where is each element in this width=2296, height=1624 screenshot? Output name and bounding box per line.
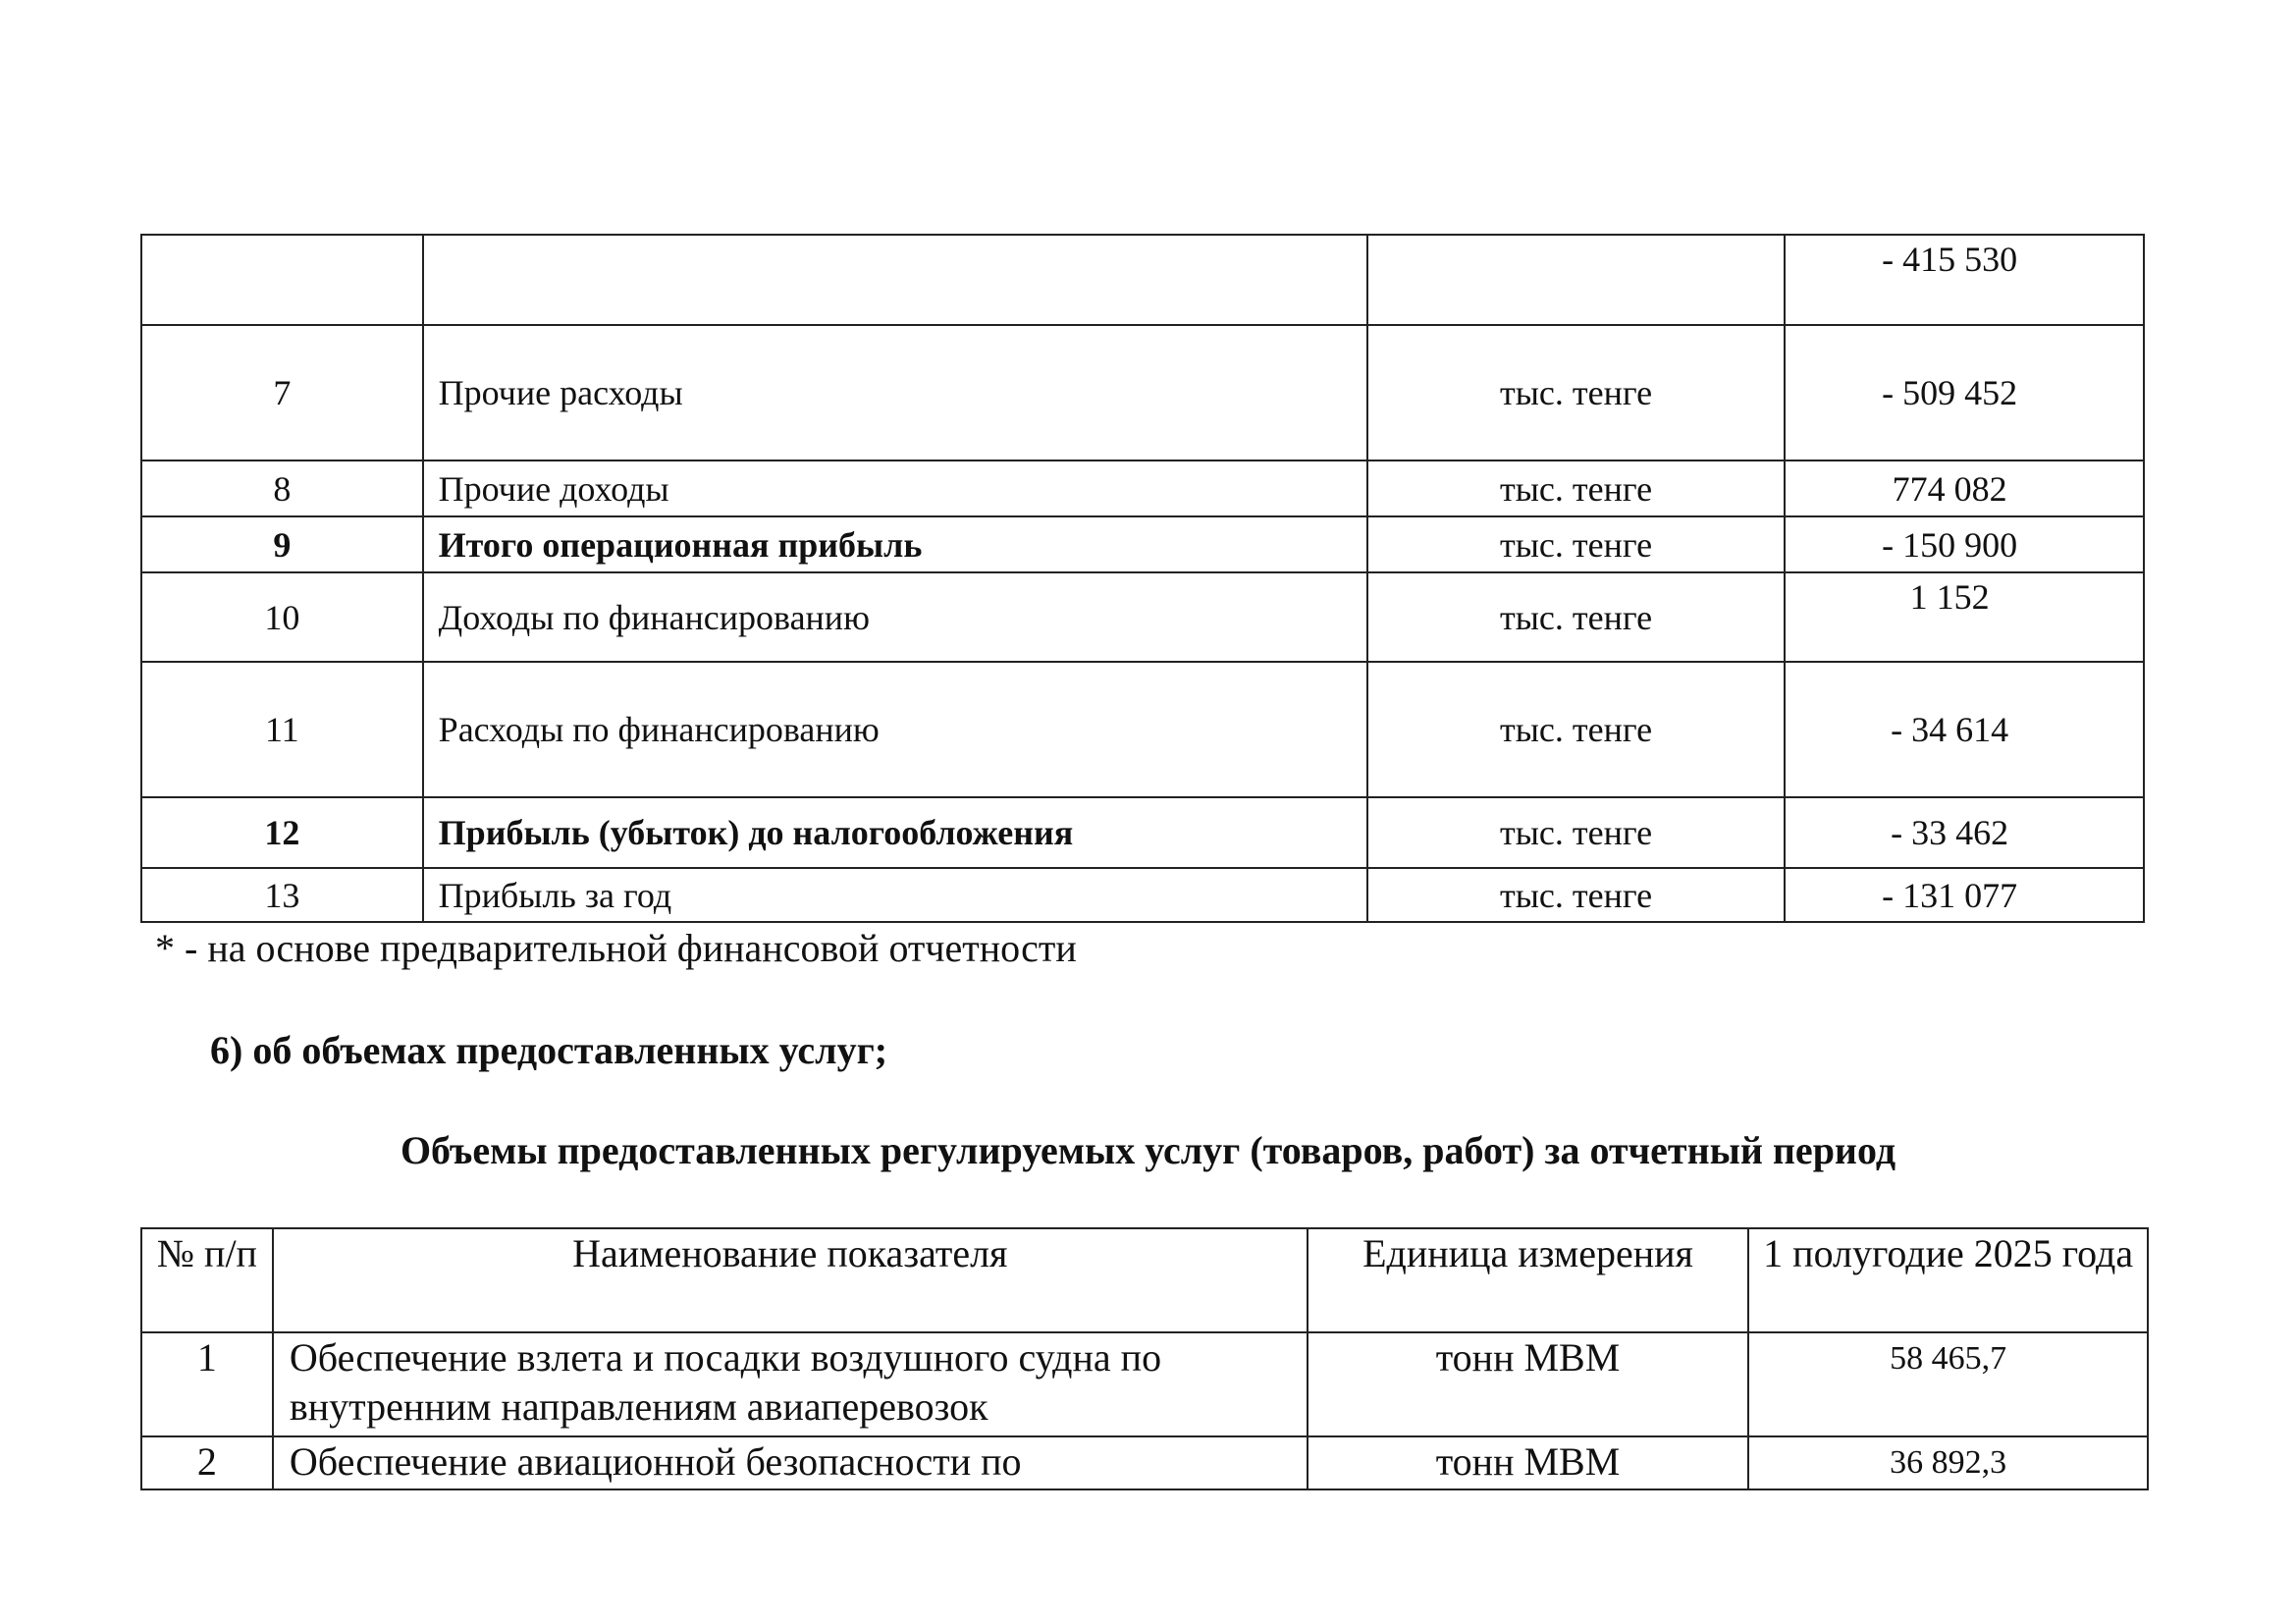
- row-unit: тыс. тенге: [1367, 572, 1786, 662]
- footnote: * - на основе предварительной финансовой отчетности: [155, 926, 1077, 970]
- row-value: - 150 900: [1785, 516, 2144, 572]
- row-value: 774 082: [1785, 460, 2144, 516]
- row-value: - 33 462: [1785, 797, 2144, 868]
- row-name: Расходы по финансированию: [423, 662, 1367, 797]
- table-row: [141, 516, 2144, 572]
- row-number: 13: [141, 868, 423, 922]
- row-value: - 131 077: [1785, 868, 2144, 922]
- table-row: [141, 797, 2144, 868]
- row-value: - 415 530: [1785, 235, 2144, 325]
- table-row: [141, 325, 2144, 460]
- financial-results-table: [140, 234, 2145, 923]
- row-name: [423, 235, 1367, 325]
- table-row: [141, 572, 2144, 662]
- section-heading: 6) об объемах предоставленных услуг;: [210, 1028, 888, 1072]
- row-value: 58 465,7: [1748, 1332, 2148, 1436]
- row-value: 36 892,3: [1748, 1436, 2148, 1489]
- row-name: Прибыль за год: [423, 868, 1367, 922]
- header-period: 1 полугодие 2025 года: [1748, 1228, 2148, 1332]
- header-unit: Единица измерения: [1308, 1228, 1749, 1332]
- row-unit: тонн МВМ: [1308, 1436, 1749, 1489]
- table-header-row: [141, 1228, 2148, 1332]
- row-number: [141, 235, 423, 325]
- row-name: Прочие доходы: [423, 460, 1367, 516]
- row-unit: тыс. тенге: [1367, 797, 1786, 868]
- service-volumes-table: [140, 1227, 2149, 1490]
- row-number: 8: [141, 460, 423, 516]
- row-name: Обеспечение авиационной безопасности по: [273, 1436, 1308, 1489]
- row-value: - 34 614: [1785, 662, 2144, 797]
- row-number: 11: [141, 662, 423, 797]
- row-unit: тыс. тенге: [1367, 516, 1786, 572]
- row-name: Обеспечение взлета и посадки воздушного судна по внутренним направлениям авиаперевозок: [273, 1332, 1308, 1436]
- row-unit: [1367, 235, 1786, 325]
- table-row: [141, 662, 2144, 797]
- row-value: - 509 452: [1785, 325, 2144, 460]
- table-title: Объемы предоставленных регулируемых услуг (товаров, работ) за отчетный период: [400, 1128, 1896, 1172]
- row-number: 1: [141, 1332, 273, 1436]
- row-unit: тыс. тенге: [1367, 868, 1786, 922]
- row-name: Прочие расходы: [423, 325, 1367, 460]
- row-name: Итого операционная прибыль: [423, 516, 1367, 572]
- table-row: [141, 1436, 2148, 1489]
- header-name: Наименование показателя: [273, 1228, 1308, 1332]
- row-unit: тонн МВМ: [1308, 1332, 1749, 1436]
- row-unit: тыс. тенге: [1367, 662, 1786, 797]
- header-number: № п/п: [141, 1228, 273, 1332]
- table-row: [141, 460, 2144, 516]
- row-number: 2: [141, 1436, 273, 1489]
- row-number: 10: [141, 572, 423, 662]
- row-name: Прибыль (убыток) до налогообложения: [423, 797, 1367, 868]
- row-value: 1 152: [1785, 572, 2144, 662]
- row-number: 7: [141, 325, 423, 460]
- table-row: [141, 235, 2144, 325]
- table-row: [141, 1332, 2148, 1436]
- table-row: [141, 868, 2144, 922]
- row-name: Доходы по финансированию: [423, 572, 1367, 662]
- row-number: 9: [141, 516, 423, 572]
- row-unit: тыс. тенге: [1367, 460, 1786, 516]
- row-unit: тыс. тенге: [1367, 325, 1786, 460]
- row-number: 12: [141, 797, 423, 868]
